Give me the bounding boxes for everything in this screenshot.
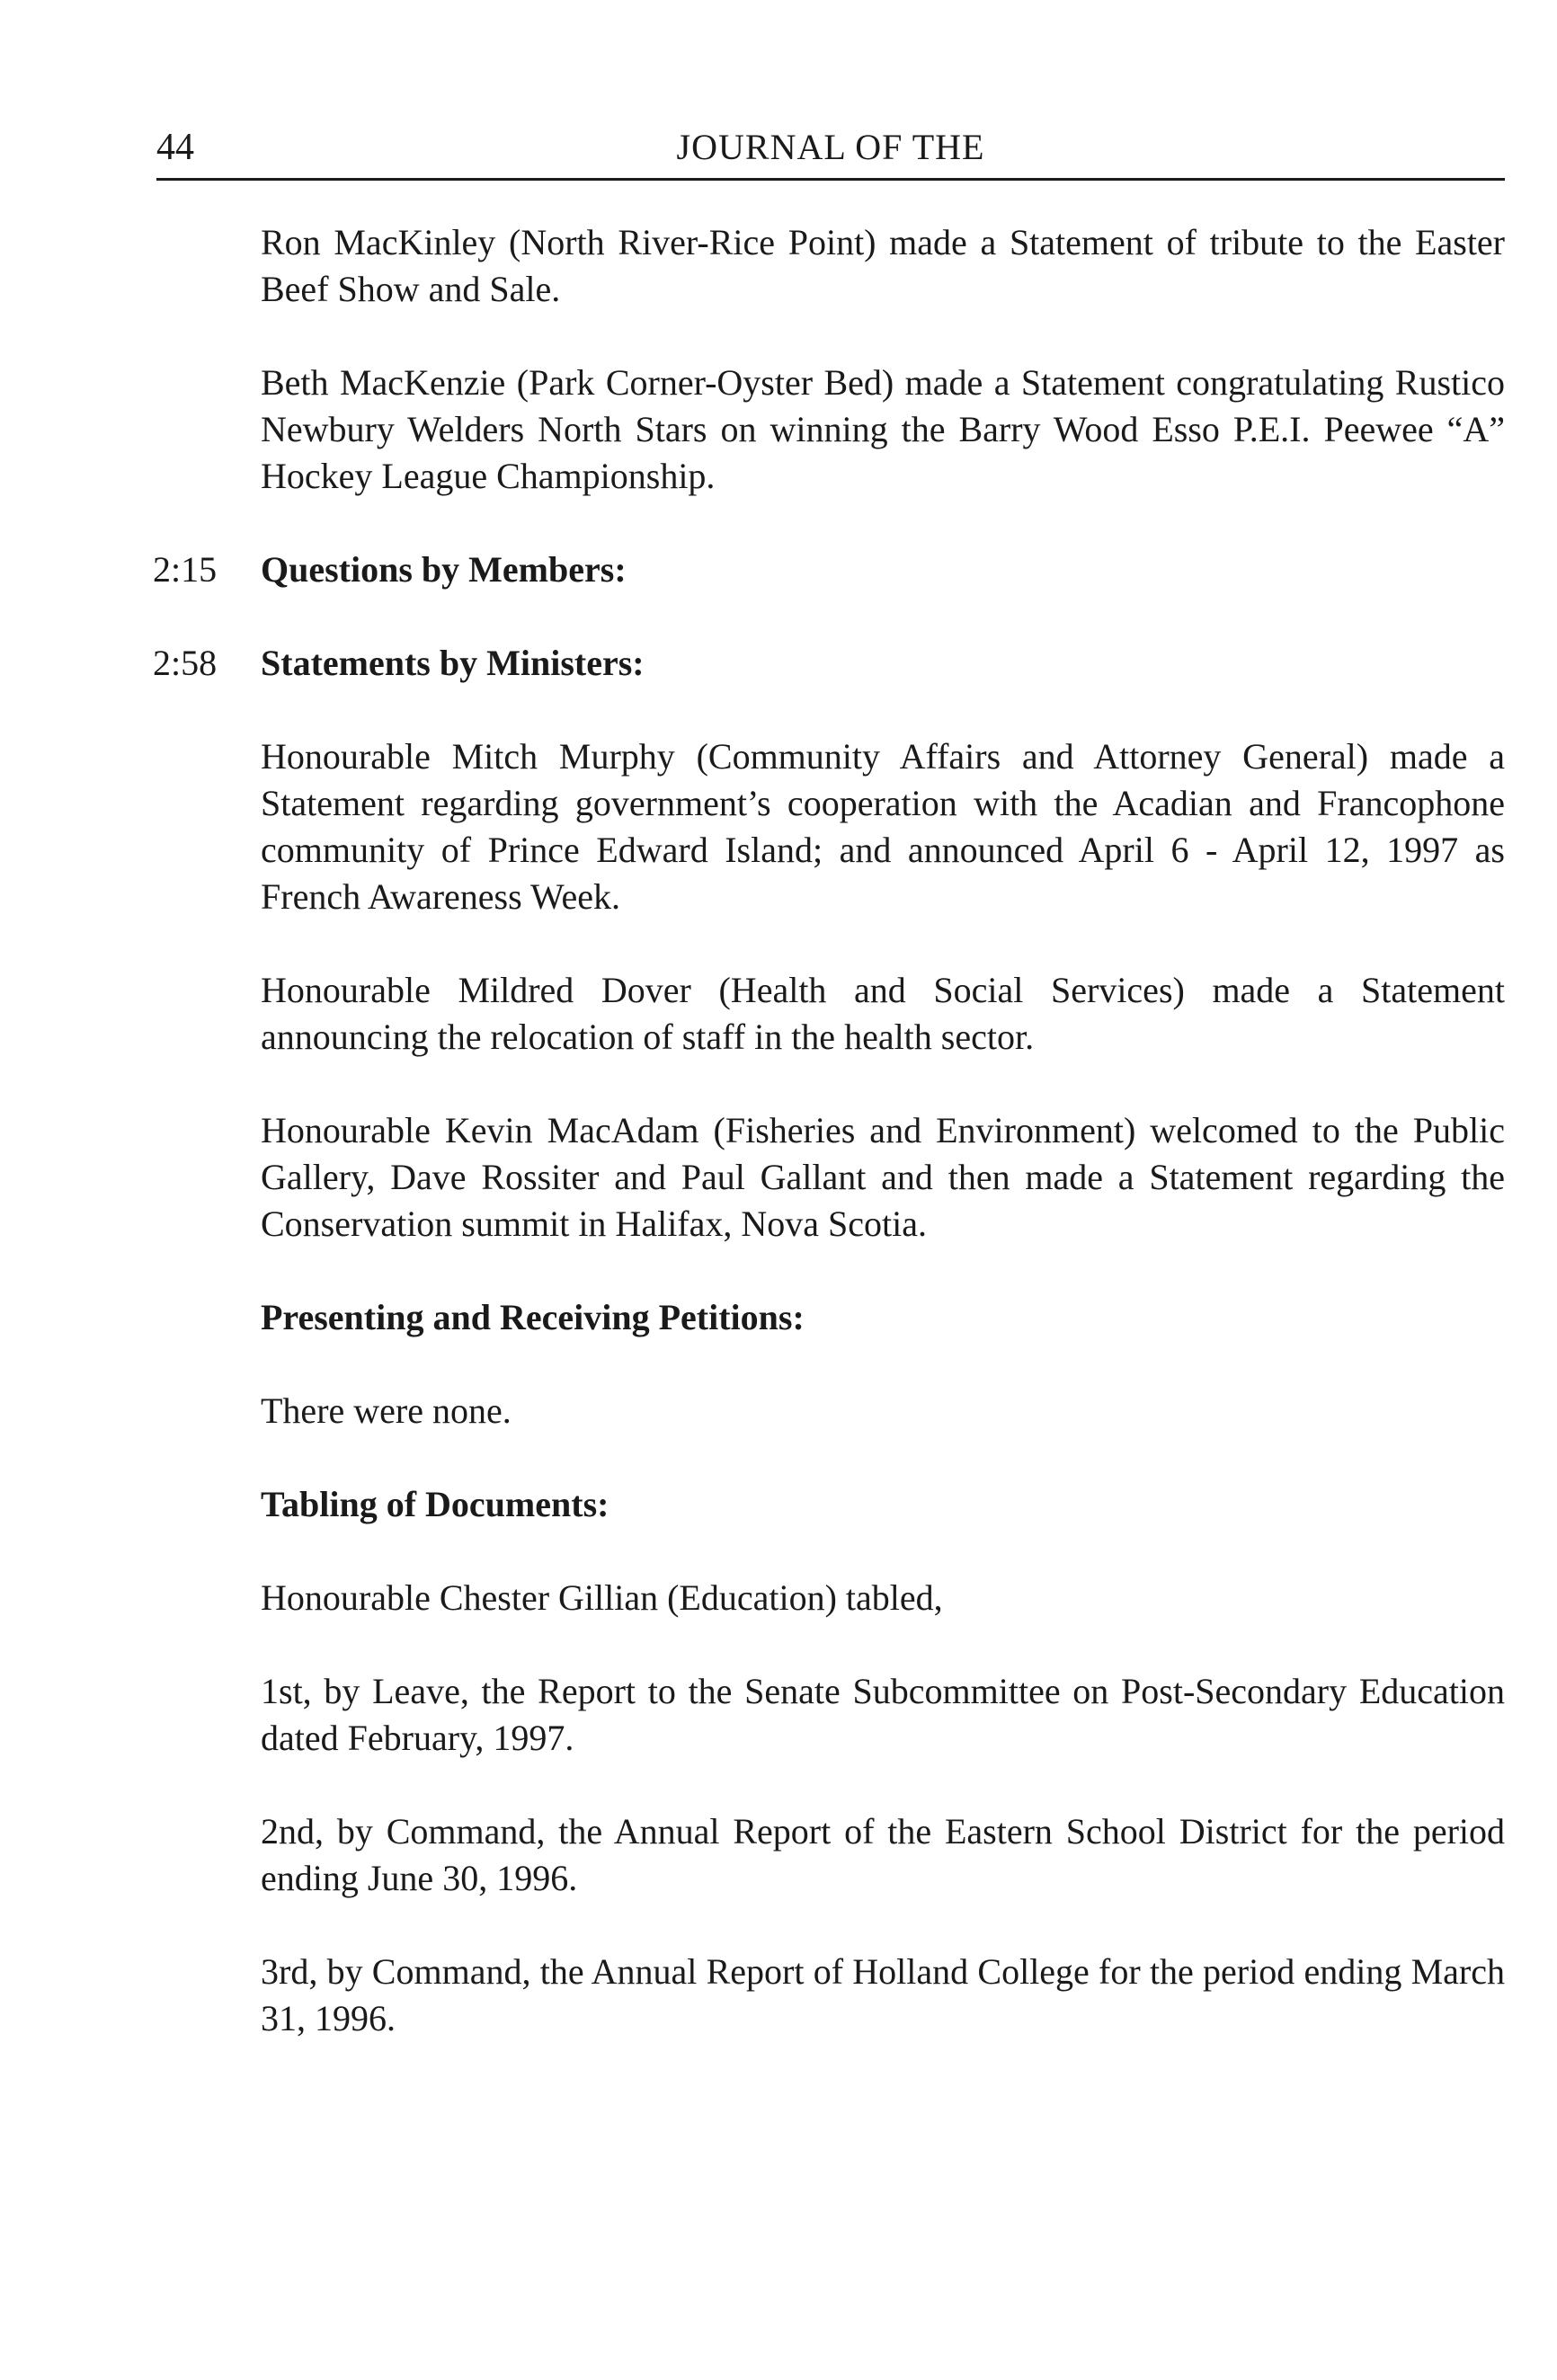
- paragraph-mackinley: Ron MacKinley (North River-Rice Point) made a Statement of tribute to the Easter Beef Show and Sale.: [261, 222, 1505, 309]
- section-tabling: [261, 1481, 1505, 1528]
- heading-petitions: Presenting and Receiving Petitions:: [261, 1297, 805, 1337]
- paragraph-second: 2nd, by Command, the Annual Report of the Eastern School District for the period ending June 30, 1996.: [261, 1811, 1505, 1898]
- section-petitions: [261, 1294, 1505, 1341]
- paragraph-murphy: Honourable Mitch Murphy (Community Affairs and Attorney General) made a Statement regarding government’s cooperation with the Acadian and Francophone community of Prince Edward Island; and announced April 6 - April 12, 1997 as French Awareness Week.: [261, 736, 1505, 917]
- paragraph-mackenzie: Beth MacKenzie (Park Corner-Oyster Bed) made a Statement congratulating Rustico Newbury Welders North Stars on winning the Barry Wood Esso P.E.I. Peewee “A” Hockey League Championship.: [261, 362, 1505, 496]
- tabled-item-1: [261, 1668, 1505, 1762]
- heading-questions: Questions by Members:: [261, 549, 627, 590]
- time-ministers: 2:58: [153, 643, 218, 683]
- tabled-item-3: [261, 1949, 1505, 2042]
- heading-tabling: Tabling of Documents:: [261, 1484, 609, 1524]
- tabled-item-2: [261, 1808, 1505, 1902]
- heading-ministers: Statements by Ministers:: [261, 643, 645, 683]
- paragraph-dover: Honourable Mildred Dover (Health and Social Services) made a Statement announcing the relocation of staff in the health sector.: [261, 970, 1505, 1057]
- statement-dover: [261, 967, 1505, 1061]
- statement-murphy: [261, 733, 1505, 920]
- time-questions: 2:15: [153, 549, 218, 590]
- section-ministers: [261, 640, 1505, 687]
- page-number: 44: [156, 127, 194, 168]
- petitions-body: [261, 1388, 1505, 1434]
- statement-mackinley: [261, 219, 1505, 313]
- statement-mackenzie: [261, 360, 1505, 500]
- section-questions: [261, 546, 1505, 593]
- statement-macadam: [261, 1107, 1505, 1248]
- paragraph-third: 3rd, by Command, the Annual Report of Holland College for the period ending March 31, 1996.: [261, 1951, 1505, 2038]
- paragraph-macadam: Honourable Kevin MacAdam (Fisheries and Environment) welcomed to the Public Gallery, Dave Rossiter and Paul Gallant and then made a Statement regarding the Conservation summit in Halifax, Nova Scotia.: [261, 1110, 1505, 1244]
- paragraph-first: 1st, by Leave, the Report to the Senate Subcommittee on Post-Secondary Education dated February, 1997.: [261, 1671, 1505, 1758]
- paragraph-none: There were none.: [261, 1390, 512, 1431]
- running-title: JOURNAL OF THE: [676, 127, 985, 167]
- page-header: [156, 122, 1505, 181]
- tabling-intro: [261, 1575, 1505, 1621]
- paragraph-gillian: Honourable Chester Gillian (Education) tabled,: [261, 1577, 943, 1618]
